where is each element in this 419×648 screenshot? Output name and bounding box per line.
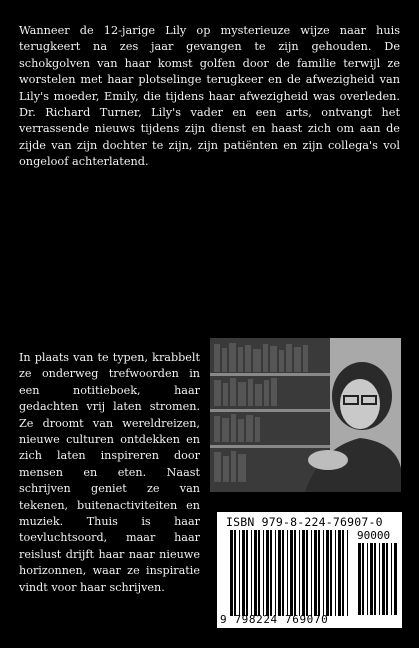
author-photo-image xyxy=(210,338,401,492)
barcode-panel xyxy=(217,512,402,628)
barcode-main xyxy=(228,530,352,616)
book-blurb: Wanneer de 12-jarige Lily op mysterieuze wijze naar huis terugkeert na zes jaar gevangen te zijn gehouden. De schokgolven van haar komst golfen door de familie terwijl ze worstelen met haar plotselinge terugkeer en de afwezigheid van Lily's moeder, Emily, die tijdens haar afwezigheid was overleden. Dr. Richard Turner, Lily's vader en een arts, ontvangt het verrassende nieuws tijdens zijn dienst en haast zich om aan de zijde van zijn dochter te zijn, zijn patiënten en zijn collega's vol ongeloof achterlatend. xyxy=(19,24,400,169)
isbn-label: ISBN 979-8-224-76907-0 xyxy=(226,515,383,529)
barcode-addon-number: 90000 xyxy=(357,529,391,542)
author-bio: In plaats van te typen, krabbelt ze onderweg trefwoorden in een notitieboek, haar gedachten vrij laten stromen. Ze droomt van wereldreizen, nieuwe culturen ontdekken en zich laten inspireren door mensen en eten. Naast schrijven geniet ze van tekenen, buitenactiviteiten en muziek. Thuis is haar toevluchtsoord, maar haar reislust drijft haar naar nieuwe horizonnen, waar ze inspiratie vindt voor haar schrijven. xyxy=(19,351,200,594)
barcode-digits: 9 798224 769070 xyxy=(220,613,329,626)
barcode-addon xyxy=(356,543,398,615)
author-photo xyxy=(210,338,401,492)
